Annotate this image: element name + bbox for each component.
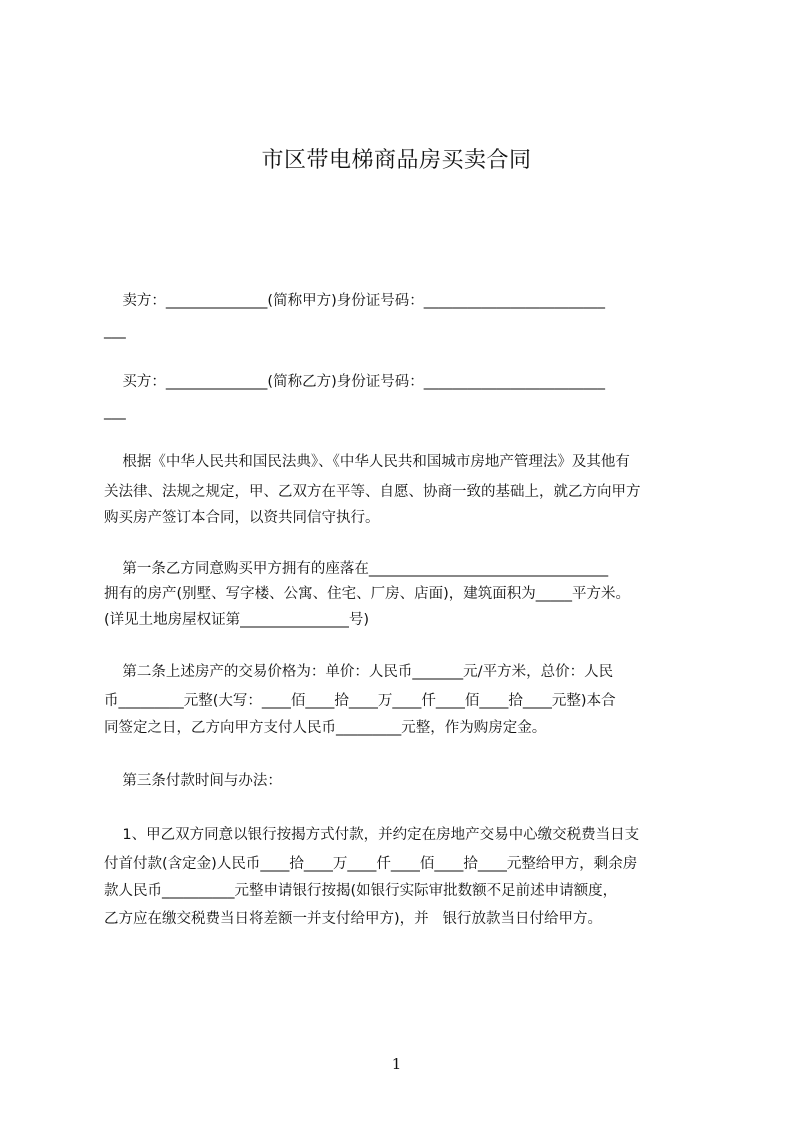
seller-line-continued: ___ <box>104 323 126 339</box>
article2-line-3: 同签定之日，乙方向甲方支付人民币_________元整，作为购房定金。 <box>104 720 547 736</box>
article1-line-2: 拥有的房产(别墅、写字楼、公寓、住宅、厂房、店面)，建筑面积为_____平方米。 <box>104 586 631 602</box>
clause1-line-4: 乙方应在缴交税费当日将差额一并支付给甲方)，并 银行放款当日付给甲方。 <box>104 911 602 927</box>
preamble-line-1: 根据《中华人民共和国民法典》、《中华人民共和国城市房地产管理法》及其他有 <box>104 454 630 470</box>
clause1-line-3: 款人民币__________元整申请银行按揭(如银行实际审批数额不足前述申请额度， <box>104 883 618 899</box>
article1-line-3: (详见土地房屋权证第_______________号) <box>104 612 370 628</box>
page-number: 1 <box>391 1055 402 1073</box>
buyer-line: 买方：______________(简称乙方)身份证号码：_________________________ <box>104 374 605 390</box>
seller-line: 卖方：______________(简称甲方)身份证号码：_________________________ <box>104 293 605 309</box>
article2-line-1: 第二条上述房产的交易价格为：单价：人民币_______元/平方米，总价：人民 <box>104 664 614 680</box>
preamble-line-3: 购买房产签订本合同，以资共同信守执行。 <box>104 510 380 526</box>
document-title: 市区带电梯商品房买卖合同 <box>261 148 532 173</box>
article2-line-2: 币_________元整(大写：____佰____拾____万____仟____佰____拾____元整)本合 <box>104 693 616 709</box>
clause1-line-1: 1、甲乙双方同意以银行按揭方式付款，并约定在房地产交易中心缴交税费当日支 <box>104 827 640 843</box>
clause1-line-2: 付首付款(含定金)人民币____拾____万____仟____佰____拾____元整给甲方，剩余房 <box>104 856 638 872</box>
article1-line-1: 第一条乙方同意购买甲方拥有的座落在_________________________________ <box>104 561 609 577</box>
buyer-line-continued: ___ <box>104 404 126 420</box>
preamble-line-2: 关法律、法规之规定，甲、乙双方在平等、自愿、协商一致的基础上，就乙方向甲方 <box>104 484 641 500</box>
article3-heading: 第三条付款时间与办法： <box>104 773 282 789</box>
